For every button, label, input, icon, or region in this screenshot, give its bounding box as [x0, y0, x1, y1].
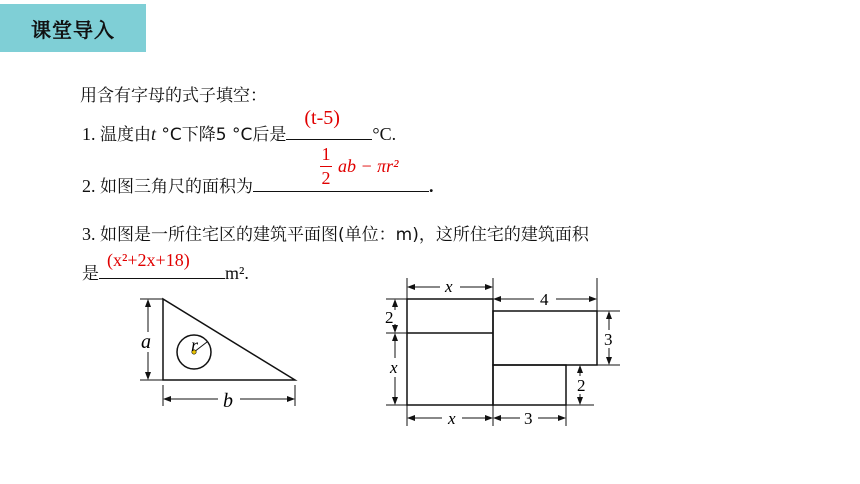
label-a: a — [141, 331, 151, 353]
top-right-room — [493, 311, 597, 365]
bottom-x-label: x — [448, 409, 456, 428]
q1-after: °C. — [372, 124, 397, 144]
q3-text: 如图是一所住宅区的建筑平面图(单位：m)，这所住宅的建筑面积 — [100, 225, 589, 245]
right-2-label: 2 — [577, 376, 586, 395]
q1-answer: (t-5) — [304, 107, 340, 129]
q1-mid: °C下降5 °C后是 — [156, 125, 287, 145]
q2-answer-rest: ab − πr² — [338, 156, 399, 176]
section-title: 课堂导入 — [31, 17, 115, 42]
left-block — [407, 299, 493, 405]
top-x-label: x — [445, 277, 453, 296]
q2-frac-num: 1 — [321, 144, 331, 164]
label-b: b — [223, 390, 233, 412]
right-3-label: 3 — [604, 330, 613, 349]
q2-frac-den: 2 — [321, 168, 331, 188]
left-x-label: x — [390, 358, 398, 377]
q3-answer: (x²+2x+18) — [107, 250, 190, 270]
bottom-right-room — [493, 365, 566, 405]
q1-number: 1. — [82, 124, 96, 144]
bottom-3-label: 3 — [524, 409, 533, 428]
q2-after: . — [429, 176, 434, 196]
q2-number: 2. — [82, 176, 96, 196]
q3-after: m². — [225, 263, 249, 283]
q3-number: 3. — [82, 224, 96, 244]
left-2-label: 2 — [385, 308, 394, 327]
q3-before: 是 — [82, 264, 99, 284]
q2-text: 如图三角尺的面积为 — [100, 177, 253, 197]
label-r: r — [191, 335, 199, 355]
intro-text: 用含有字母的式子填空： — [80, 86, 267, 106]
q1-var: t — [151, 124, 157, 144]
top-4-label: 4 — [540, 290, 549, 309]
q1-before: 温度由 — [100, 125, 151, 145]
